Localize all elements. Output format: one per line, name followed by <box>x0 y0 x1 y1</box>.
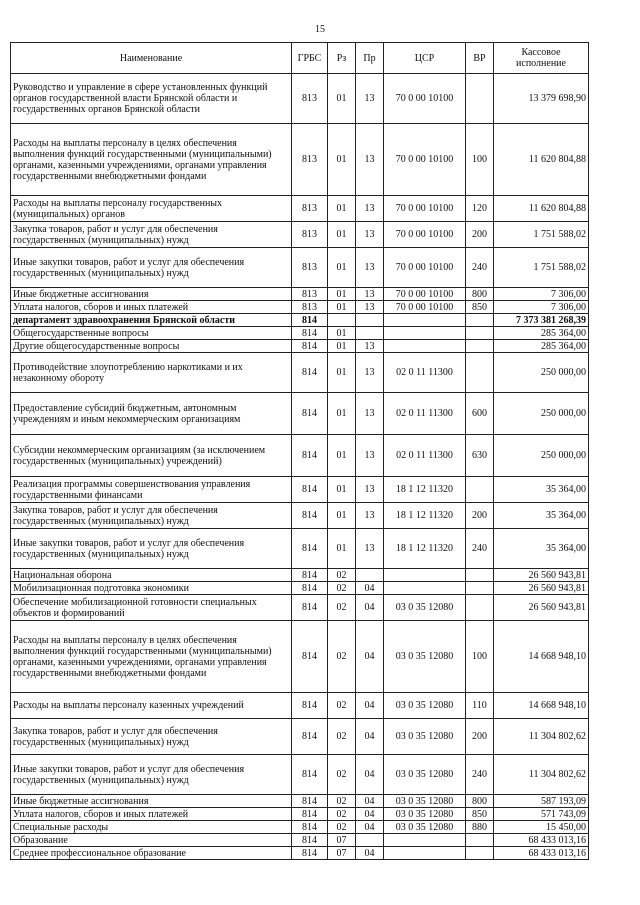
cell-csr: 70 0 00 10100 <box>384 301 466 314</box>
cell-pr: 13 <box>356 435 384 477</box>
cell-vr: 240 <box>466 755 494 795</box>
cell-pr: 13 <box>356 353 384 393</box>
cell-vr: 240 <box>466 248 494 288</box>
cell-pr: 13 <box>356 196 384 222</box>
cell-amount: 14 668 948,10 <box>494 621 589 693</box>
cell-rz: 01 <box>328 353 356 393</box>
cell-rz: 02 <box>328 595 356 621</box>
cell-csr <box>384 847 466 860</box>
cell-csr: 02 0 11 11300 <box>384 393 466 435</box>
cell-grbs: 814 <box>292 755 328 795</box>
cell-grbs: 814 <box>292 847 328 860</box>
cell-amount: 7 306,00 <box>494 288 589 301</box>
cell-name: Среднее профессиональное образование <box>11 847 292 860</box>
cell-vr: 100 <box>466 124 494 196</box>
cell-csr: 02 0 11 11300 <box>384 353 466 393</box>
cell-vr <box>466 314 494 327</box>
table-row <box>11 124 589 196</box>
cell-amount: 250 000,00 <box>494 435 589 477</box>
cell-csr <box>384 582 466 595</box>
cell-pr <box>356 834 384 847</box>
cell-name: Иные закупки товаров, работ и услуг для обеспечения государственных (муниципальных) нужд <box>11 248 292 288</box>
cell-csr: 03 0 35 12080 <box>384 719 466 755</box>
cell-pr: 04 <box>356 693 384 719</box>
cell-csr <box>384 327 466 340</box>
cell-name: Другие общегосударственные вопросы <box>11 340 292 353</box>
cell-grbs: 814 <box>292 569 328 582</box>
cell-vr <box>466 847 494 860</box>
cell-csr: 70 0 00 10100 <box>384 248 466 288</box>
cell-vr <box>466 582 494 595</box>
cell-vr: 240 <box>466 529 494 569</box>
cell-pr: 04 <box>356 808 384 821</box>
cell-vr <box>466 353 494 393</box>
cell-grbs: 814 <box>292 340 328 353</box>
cell-rz: 01 <box>328 74 356 124</box>
cell-grbs: 814 <box>292 327 328 340</box>
cell-name: Национальная оборона <box>11 569 292 582</box>
cell-name: Образование <box>11 834 292 847</box>
cell-grbs: 813 <box>292 196 328 222</box>
cell-rz: 02 <box>328 755 356 795</box>
cell-name: Иные закупки товаров, работ и услуг для обеспечения государственных (муниципальных) нужд <box>11 755 292 795</box>
cell-name: Закупка товаров, работ и услуг для обеспечения государственных (муниципальных) нужд <box>11 222 292 248</box>
cell-csr <box>384 314 466 327</box>
table-row <box>11 621 589 693</box>
cell-rz: 01 <box>328 393 356 435</box>
cell-vr <box>466 327 494 340</box>
cell-rz: 02 <box>328 693 356 719</box>
cell-vr <box>466 477 494 503</box>
table-row <box>11 196 589 222</box>
cell-csr: 03 0 35 12080 <box>384 693 466 719</box>
cell-grbs: 813 <box>292 288 328 301</box>
cell-name: Расходы на выплаты персоналу государственных (муниципальных) органов <box>11 196 292 222</box>
cell-amount: 35 364,00 <box>494 529 589 569</box>
cell-amount: 11 620 804,88 <box>494 196 589 222</box>
cell-amount: 68 433 013,16 <box>494 847 589 860</box>
cell-name: Обеспечение мобилизационной готовности специальных объектов и формирований <box>11 595 292 621</box>
cell-name: Закупка товаров, работ и услуг для обеспечения государственных (муниципальных) нужд <box>11 719 292 755</box>
cell-grbs: 814 <box>292 435 328 477</box>
cell-csr: 70 0 00 10100 <box>384 288 466 301</box>
table-row <box>11 847 589 860</box>
header-grbs: ГРБС <box>292 43 328 74</box>
table-row <box>11 821 589 834</box>
cell-grbs: 813 <box>292 248 328 288</box>
cell-pr: 04 <box>356 795 384 808</box>
table-row <box>11 327 589 340</box>
cell-pr: 13 <box>356 529 384 569</box>
cell-rz: 07 <box>328 847 356 860</box>
cell-csr: 70 0 00 10100 <box>384 196 466 222</box>
cell-amount: 587 193,09 <box>494 795 589 808</box>
cell-name: Уплата налогов, сборов и иных платежей <box>11 808 292 821</box>
table-row <box>11 288 589 301</box>
cell-vr: 850 <box>466 808 494 821</box>
cell-amount: 571 743,09 <box>494 808 589 821</box>
cell-grbs: 813 <box>292 222 328 248</box>
cell-name: Расходы на выплаты персоналу в целях обеспечения выполнения функций государственными (муниципальными) органами, казенными учреждениями, органами управления государственными внебюджетными фондами <box>11 124 292 196</box>
cell-csr: 03 0 35 12080 <box>384 621 466 693</box>
cell-rz <box>328 314 356 327</box>
table-body <box>11 74 589 860</box>
cell-grbs: 814 <box>292 314 328 327</box>
cell-csr <box>384 340 466 353</box>
cell-name: Противодействие злоупотреблению наркотиками и их незаконному обороту <box>11 353 292 393</box>
cell-grbs: 814 <box>292 693 328 719</box>
cell-grbs: 814 <box>292 503 328 529</box>
cell-pr: 04 <box>356 847 384 860</box>
budget-table <box>10 42 589 860</box>
cell-name: Иные закупки товаров, работ и услуг для обеспечения государственных (муниципальных) нужд <box>11 529 292 569</box>
cell-vr: 100 <box>466 621 494 693</box>
cell-grbs: 814 <box>292 834 328 847</box>
header-name: Наименование <box>11 43 292 74</box>
header-vr: ВР <box>466 43 494 74</box>
cell-vr: 200 <box>466 503 494 529</box>
cell-vr: 600 <box>466 393 494 435</box>
page-number: 15 <box>315 24 325 35</box>
cell-amount: 11 304 802,62 <box>494 719 589 755</box>
cell-pr: 13 <box>356 248 384 288</box>
cell-csr: 18 1 12 11320 <box>384 529 466 569</box>
cell-vr: 800 <box>466 795 494 808</box>
cell-pr: 13 <box>356 340 384 353</box>
cell-rz: 01 <box>328 124 356 196</box>
cell-rz: 02 <box>328 621 356 693</box>
cell-rz: 01 <box>328 529 356 569</box>
cell-grbs: 813 <box>292 74 328 124</box>
cell-rz: 01 <box>328 196 356 222</box>
cell-name: Предоставление субсидий бюджетным, автономным учреждениям и иным некоммерческим организациям <box>11 393 292 435</box>
table-row <box>11 74 589 124</box>
table-row <box>11 808 589 821</box>
cell-grbs: 814 <box>292 821 328 834</box>
cell-grbs: 814 <box>292 621 328 693</box>
cell-amount: 68 433 013,16 <box>494 834 589 847</box>
cell-name: Расходы на выплаты персоналу в целях обеспечения выполнения функций государственными (муниципальными) органами, казенными учреждениями, органами управления государственными внебюджетными фондами <box>11 621 292 693</box>
cell-grbs: 813 <box>292 124 328 196</box>
table-row <box>11 529 589 569</box>
cell-vr: 850 <box>466 301 494 314</box>
cell-vr: 800 <box>466 288 494 301</box>
cell-rz: 01 <box>328 477 356 503</box>
cell-vr <box>466 595 494 621</box>
cell-name: Субсидии некоммерческим организациям (за исключением государственных (муниципальных) учреждений) <box>11 435 292 477</box>
cell-vr: 120 <box>466 196 494 222</box>
table-row <box>11 353 589 393</box>
header-csr: ЦСР <box>384 43 466 74</box>
cell-amount: 26 560 943,81 <box>494 569 589 582</box>
cell-pr: 04 <box>356 821 384 834</box>
cell-rz: 01 <box>328 222 356 248</box>
cell-name: Общегосударственные вопросы <box>11 327 292 340</box>
cell-pr: 04 <box>356 755 384 795</box>
cell-name: Расходы на выплаты персоналу казенных учреждений <box>11 693 292 719</box>
table-row <box>11 393 589 435</box>
table-row <box>11 693 589 719</box>
cell-vr <box>466 74 494 124</box>
cell-vr: 880 <box>466 821 494 834</box>
cell-vr <box>466 340 494 353</box>
cell-pr <box>356 569 384 582</box>
cell-rz: 01 <box>328 288 356 301</box>
cell-pr: 13 <box>356 222 384 248</box>
cell-name: Иные бюджетные ассигнования <box>11 288 292 301</box>
table-row <box>11 301 589 314</box>
table-row <box>11 795 589 808</box>
cell-pr: 04 <box>356 595 384 621</box>
cell-grbs: 814 <box>292 795 328 808</box>
table-row <box>11 834 589 847</box>
cell-csr: 02 0 11 11300 <box>384 435 466 477</box>
cell-amount: 285 364,00 <box>494 340 589 353</box>
table-header-row <box>11 43 589 74</box>
cell-rz: 01 <box>328 327 356 340</box>
cell-vr: 200 <box>466 222 494 248</box>
cell-pr <box>356 314 384 327</box>
cell-csr: 03 0 35 12080 <box>384 755 466 795</box>
cell-name: департамент здравоохранения Брянской области <box>11 314 292 327</box>
cell-vr <box>466 834 494 847</box>
cell-grbs: 814 <box>292 595 328 621</box>
cell-pr: 13 <box>356 503 384 529</box>
cell-pr: 13 <box>356 124 384 196</box>
cell-rz: 07 <box>328 834 356 847</box>
cell-rz: 02 <box>328 795 356 808</box>
cell-rz: 02 <box>328 808 356 821</box>
table-row <box>11 477 589 503</box>
table-row <box>11 595 589 621</box>
cell-rz: 02 <box>328 719 356 755</box>
table-row <box>11 719 589 755</box>
cell-rz: 01 <box>328 248 356 288</box>
cell-amount: 285 364,00 <box>494 327 589 340</box>
cell-amount: 7 373 381 268,39 <box>494 314 589 327</box>
cell-csr: 03 0 35 12080 <box>384 795 466 808</box>
cell-vr: 110 <box>466 693 494 719</box>
cell-name: Уплата налогов, сборов и иных платежей <box>11 301 292 314</box>
cell-csr: 18 1 12 11320 <box>384 503 466 529</box>
cell-csr: 70 0 00 10100 <box>384 124 466 196</box>
header-rz: Рз <box>328 43 356 74</box>
cell-rz: 01 <box>328 340 356 353</box>
cell-csr: 70 0 00 10100 <box>384 74 466 124</box>
cell-pr: 04 <box>356 719 384 755</box>
cell-pr: 04 <box>356 621 384 693</box>
cell-grbs: 814 <box>292 353 328 393</box>
cell-name: Руководство и управление в сфере установленных функций органов государственной власти Брянской области и государственных органов Брянской области <box>11 74 292 124</box>
cell-pr: 13 <box>356 477 384 503</box>
cell-amount: 14 668 948,10 <box>494 693 589 719</box>
cell-amount: 250 000,00 <box>494 353 589 393</box>
cell-vr <box>466 569 494 582</box>
cell-rz: 02 <box>328 821 356 834</box>
cell-grbs: 814 <box>292 719 328 755</box>
cell-rz: 01 <box>328 503 356 529</box>
cell-csr <box>384 834 466 847</box>
cell-csr: 03 0 35 12080 <box>384 808 466 821</box>
cell-csr: 03 0 35 12080 <box>384 595 466 621</box>
cell-grbs: 814 <box>292 582 328 595</box>
cell-amount: 11 620 804,88 <box>494 124 589 196</box>
cell-amount: 26 560 943,81 <box>494 595 589 621</box>
cell-csr <box>384 569 466 582</box>
cell-rz: 02 <box>328 569 356 582</box>
cell-rz: 01 <box>328 435 356 477</box>
table-row <box>11 340 589 353</box>
header-pr: Пр <box>356 43 384 74</box>
cell-grbs: 814 <box>292 529 328 569</box>
table-row <box>11 222 589 248</box>
cell-name: Реализация программы совершенствования управления государственными финансами <box>11 477 292 503</box>
cell-amount: 7 306,00 <box>494 301 589 314</box>
cell-rz: 02 <box>328 582 356 595</box>
cell-pr: 13 <box>356 74 384 124</box>
cell-name: Специальные расходы <box>11 821 292 834</box>
cell-name: Иные бюджетные ассигнования <box>11 795 292 808</box>
table-row <box>11 248 589 288</box>
cell-amount: 15 450,00 <box>494 821 589 834</box>
cell-name: Мобилизационная подготовка экономики <box>11 582 292 595</box>
cell-grbs: 814 <box>292 808 328 821</box>
table-row <box>11 755 589 795</box>
cell-vr: 630 <box>466 435 494 477</box>
cell-pr: 13 <box>356 393 384 435</box>
cell-amount: 26 560 943,81 <box>494 582 589 595</box>
cell-pr <box>356 327 384 340</box>
cell-amount: 35 364,00 <box>494 503 589 529</box>
cell-name: Закупка товаров, работ и услуг для обеспечения государственных (муниципальных) нужд <box>11 503 292 529</box>
cell-amount: 35 364,00 <box>494 477 589 503</box>
cell-rz: 01 <box>328 301 356 314</box>
cell-amount: 1 751 588,02 <box>494 222 589 248</box>
cell-grbs: 814 <box>292 477 328 503</box>
cell-amount: 13 379 698,90 <box>494 74 589 124</box>
table-row <box>11 314 589 327</box>
table-row <box>11 582 589 595</box>
table-row <box>11 435 589 477</box>
cell-pr: 13 <box>356 288 384 301</box>
cell-csr: 03 0 35 12080 <box>384 821 466 834</box>
cell-pr: 04 <box>356 582 384 595</box>
cell-grbs: 814 <box>292 393 328 435</box>
cell-amount: 11 304 802,62 <box>494 755 589 795</box>
cell-csr: 70 0 00 10100 <box>384 222 466 248</box>
cell-csr: 18 1 12 11320 <box>384 477 466 503</box>
cell-amount: 250 000,00 <box>494 393 589 435</box>
cell-amount: 1 751 588,02 <box>494 248 589 288</box>
table-row <box>11 569 589 582</box>
cell-grbs: 813 <box>292 301 328 314</box>
cell-vr: 200 <box>466 719 494 755</box>
header-amount: Кассовое исполнение <box>494 43 589 74</box>
table-row <box>11 503 589 529</box>
cell-pr: 13 <box>356 301 384 314</box>
